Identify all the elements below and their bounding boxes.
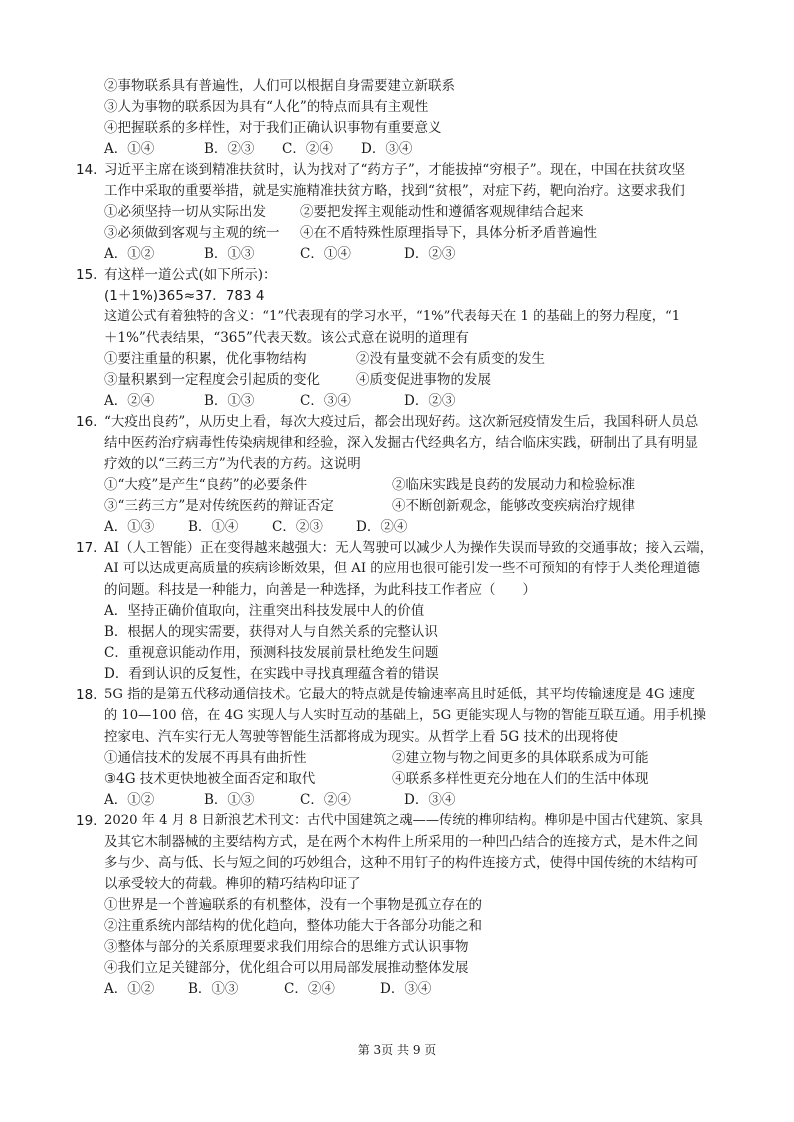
q15-choices — [104, 391, 724, 411]
q16-stem-line3: 疗效的以“三药三方”为代表的方药。这说明 — [104, 456, 361, 472]
choice-b: B．①③ — [204, 246, 255, 262]
q15-number: 15. — [76, 267, 98, 283]
choice-b: B．①③ — [204, 393, 255, 409]
q17-option-b: B．根据人的现实需要，获得对人与自然关系的完整认识 — [104, 624, 438, 640]
q13-option-3: ③人为事物的联系因为具有“人化”的特点而具有主观性 — [104, 99, 429, 115]
q15-stem-line2: 这道公式有着独特的含义：“1”代表现有的学习水平，“1%”代表每天在 1 的基础上的努力程度，“1 — [104, 309, 681, 324]
q15-option-4: ④质变促进事物的发展 — [356, 372, 491, 388]
q16-stem-line2: 结中医药治疗病毒性传染病规律和经验，深入发掘古代经典名方，结合临床实践，研制出了具有明显 — [104, 435, 698, 451]
q15-stem-line1: 有这样一道公式(如下所示)： — [104, 267, 277, 283]
choice-d: D．③④ — [361, 141, 413, 157]
q14-options-row2 — [104, 223, 724, 243]
q15-formula: (1＋1%)365≈37．783 4 — [104, 288, 265, 304]
q15-options-row1 — [104, 349, 724, 369]
q19-option-2: ②注重系统内部结构的优化趋向，整体功能大于各部分功能之和 — [104, 918, 482, 934]
q14-number: 14. — [76, 162, 98, 178]
q18-option-4: ④联系多样性更充分地在人们的生活中体现 — [392, 771, 649, 787]
choice-b: B．①③ — [204, 792, 255, 808]
choice-c: C．②④ — [282, 141, 333, 157]
q13-choices — [104, 139, 724, 159]
q19-choices — [104, 979, 724, 999]
q18-option-1: ①通信技术的发展不再具有曲折性 — [104, 750, 307, 766]
choice-d: D．②④ — [356, 519, 408, 535]
q18-option-2: ②建立物与物之间更多的具体联系成为可能 — [392, 750, 649, 766]
choice-c: C．②③ — [272, 519, 323, 535]
choice-d: D．③④ — [404, 792, 456, 808]
q16-choices — [104, 517, 724, 537]
q15-option-2: ②没有量变就不会有质变的发生 — [356, 351, 545, 367]
q14-stem-line1: 习近平主席在谈到精准扶贫时，认为找对了“药方子”，才能拔掉“穷根子”。现在，中国在扶贫攻坚 — [104, 162, 686, 178]
q15-options-row2 — [104, 370, 724, 390]
q19-stem-line3: 多与少、高与低、长与短之间的巧妙组合，这种不用钉子的构件连接方式，使得中国传统的木结构可 — [104, 855, 698, 871]
q16-number: 16. — [76, 414, 98, 430]
choice-c: C．②④ — [284, 981, 335, 997]
q18-stem-line2: 的 10—100 倍，在 4G 实现人与人实时互动的基础上，5G 更能实现人与物的智能互联互通。用手机操 — [104, 708, 706, 723]
q18-options-row1 — [104, 748, 724, 768]
choice-c: C．①④ — [300, 246, 351, 262]
q18-options-row2 — [104, 769, 724, 789]
q19-stem-line2: 及其它木制器械的主要结构方式，是在两个木构件上所采用的一种凹凸结合的连接方式，是木件之间 — [104, 834, 698, 850]
q16-stem-line1: “大疫出良药”，从历史上看，每次大疫过后，都会出现好药。这次新冠疫情发生后，我国科研人员总 — [104, 414, 699, 430]
q16-option-2: ②临床实践是良药的发展动力和检验标准 — [392, 477, 635, 493]
choice-a: A．①② — [104, 246, 155, 262]
choice-d: D．②③ — [404, 246, 456, 262]
q19-option-1: ①世界是一个普遍联系的有机整体，没有一个事物是孤立存在的 — [104, 897, 482, 913]
choice-a: A．②④ — [104, 393, 155, 409]
choice-b: B．①③ — [188, 981, 239, 997]
q14-stem-line2: 工作中采取的重要举措，就是实施精准扶贫方略，找到“贫根”，对症下药，靶向治疗。这要求我们 — [104, 183, 685, 199]
choice-a: A．①② — [104, 981, 155, 997]
q17-stem-line2: AI 可以达成更高质量的疾病诊断效果，但 AI 的应用也很可能引发一些不可预知的有悖于人类伦理道德 — [104, 561, 700, 576]
q19-option-3: ③整体与部分的关系原理要求我们用综合的思维方式认识事物 — [104, 939, 469, 955]
choice-d: D．③④ — [380, 981, 432, 997]
q15-option-3: ③量积累到一定程度会引起质的变化 — [104, 372, 320, 388]
q16-options-row2 — [104, 496, 724, 516]
choice-a: A．①④ — [104, 141, 155, 157]
q19-stem-line4: 以承受较大的荷载。榫卯的精巧结构印证了 — [104, 876, 361, 892]
q14-option-3: ③必须做到客观与主观的统一 — [104, 225, 280, 241]
q15-stem-line3: ＋1%”代表结果，“365”代表天数。该公式意在说明的道理有 — [104, 330, 469, 346]
q19-option-4: ④我们立足关键部分，优化组合可以用局部发展推动整体发展 — [104, 960, 469, 976]
choice-b: B．①④ — [188, 519, 239, 535]
q19-stem-line1: 2020 年 4 月 8 日新浪艺术刊文：古代中国建筑之魂——传统的榫卯结构。榫卯是中国古代建筑、家具 — [104, 813, 703, 828]
choice-c: C．②④ — [300, 792, 351, 808]
choice-a: A．①③ — [104, 519, 155, 535]
choice-c: C．③④ — [300, 393, 351, 409]
q14-option-4: ④在不盾特殊性原理指导下，具体分析矛盾普遍性 — [300, 225, 597, 241]
q16-option-3: ③“三药三方”是对传统医药的辩证否定 — [104, 498, 334, 514]
choice-d: D．②③ — [404, 393, 456, 409]
q17-option-c: C．重视意识能动作用，预测科技发展前景杜绝发生问题 — [104, 645, 439, 661]
q17-option-d: D．看到认识的反复性，在实践中寻找真理蕴含着的错误 — [104, 666, 439, 682]
q17-option-a: A．坚持正确价值取向，注重突出科技发展中人的价值 — [104, 603, 425, 619]
choice-b: B．②③ — [204, 141, 255, 157]
q15-option-1: ①要注重量的积累，优化事物结构 — [104, 351, 307, 367]
q18-option-3: ③4G 技术更快地被全面否定和取代 — [104, 771, 316, 787]
q14-option-1: ①必须坚持一切从实际出发 — [104, 204, 266, 220]
q16-options-row1 — [104, 475, 724, 495]
q13-option-4: ④把握联系的多样性，对于我们正确认识事物有重要意义 — [104, 120, 442, 136]
q18-choices — [104, 790, 724, 810]
q16-option-1: ①“大疫”是产生“良药”的必要条件 — [104, 477, 308, 493]
q14-options-row1 — [104, 202, 724, 222]
q14-option-2: ②要把发挥主观能动性和遵循客观规律结合起来 — [300, 204, 584, 220]
q18-number: 18. — [76, 687, 98, 703]
q17-stem-line1: AI（人工智能）正在变得越来越强大：无人驾驶可以减少人为操作失误而导致的交通事故；接入云端， — [104, 540, 714, 556]
page-number-footer: 第 3页 共 9 页 — [357, 1043, 437, 1057]
q18-stem-line3: 控家电、汽车实行无人驾驶等智能生活都将成为现实。从哲学上看 5G 技术的出现将使 — [104, 729, 618, 745]
q16-option-4: ④不断创新观念，能够改变疾病治疗规律 — [392, 498, 635, 514]
choice-a: A．①② — [104, 792, 155, 808]
q17-stem-line3: 的问题。科技是一种能力，向善是一种选择，为此科技工作者应（ ） — [104, 582, 536, 598]
q14-choices — [104, 244, 724, 264]
q13-option-2: ②事物联系具有普遍性，人们可以根据自身需要建立新联系 — [104, 78, 455, 94]
q18-stem-line1: 5G 指的是第五代移动通信技术。它最大的特点就是传输速率高且时延低，其平均传输速度是 4G 速度 — [104, 687, 696, 702]
q17-number: 17. — [76, 540, 98, 556]
q19-number: 19. — [76, 813, 98, 829]
